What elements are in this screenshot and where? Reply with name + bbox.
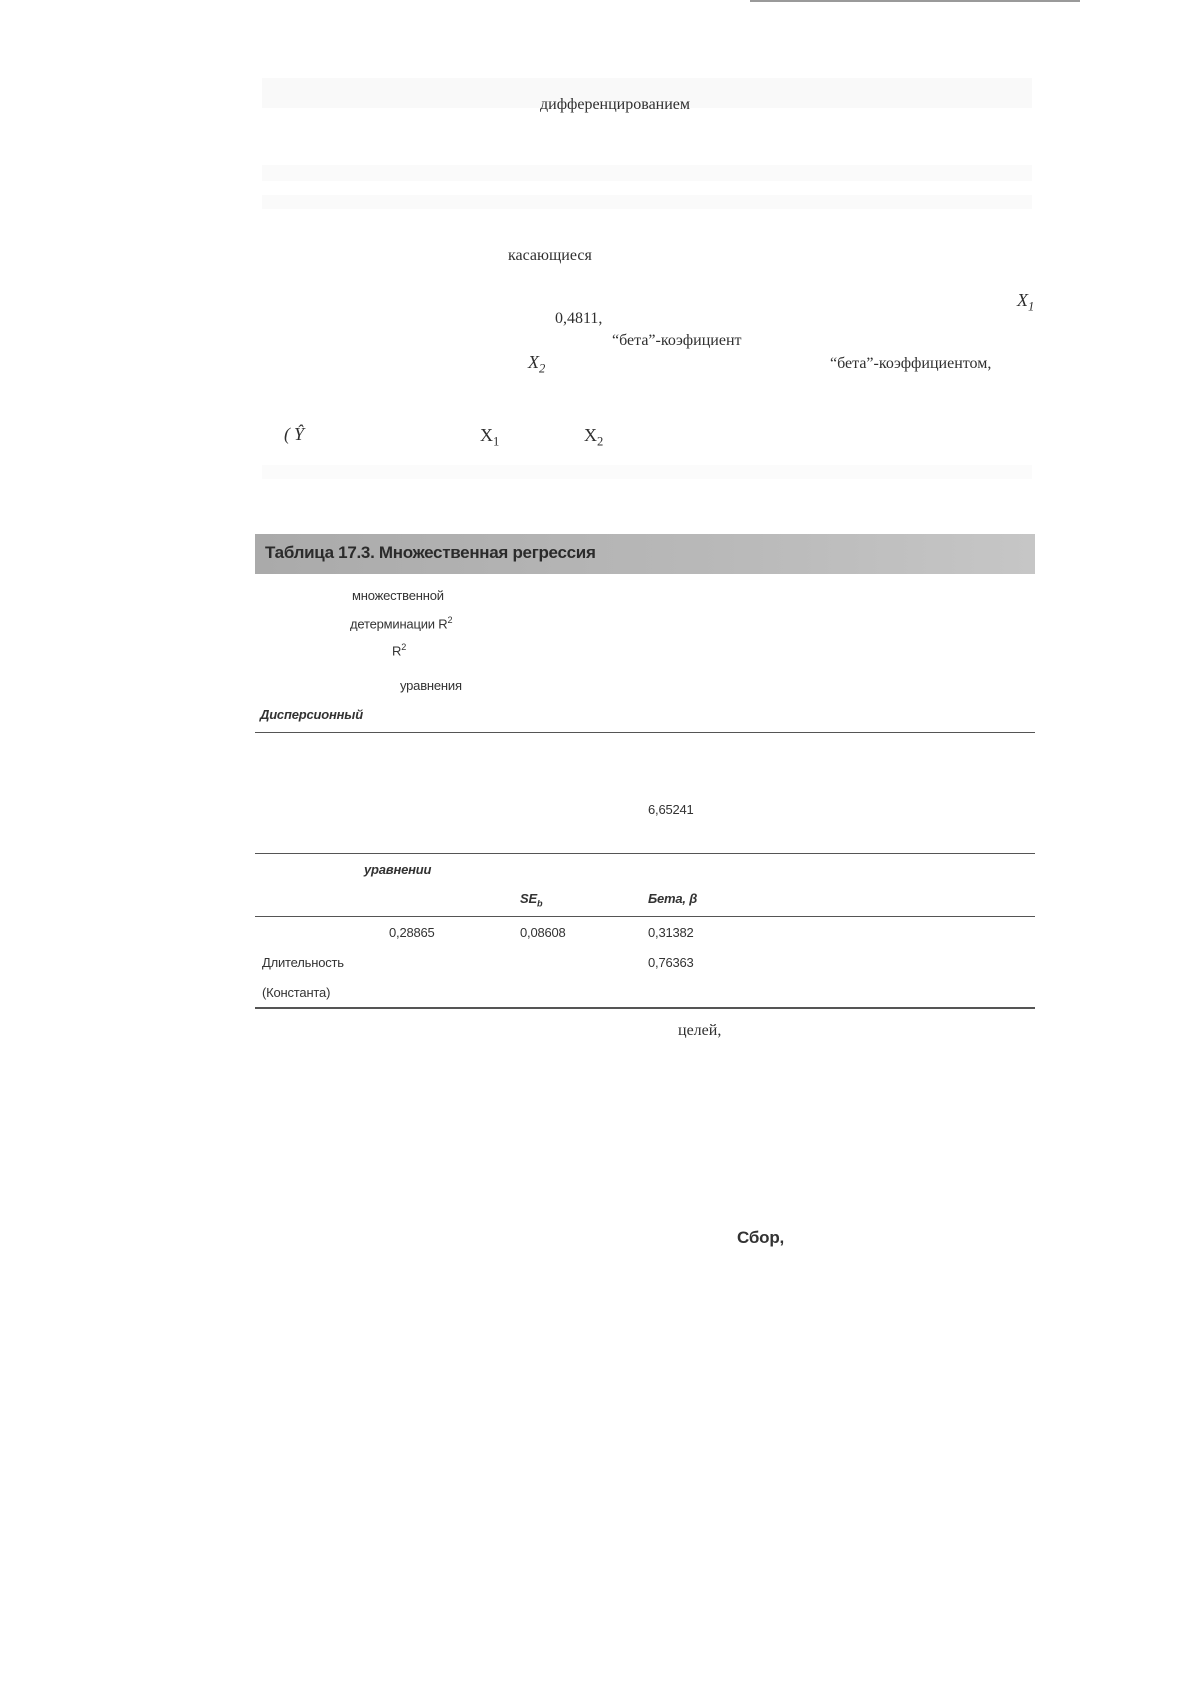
- text-paren-yhat: ( Ŷ: [284, 424, 305, 444]
- coef-section-label: уравнении: [364, 862, 432, 877]
- summary-determination: детерминации $R^2$: [350, 615, 453, 632]
- row1-beta: 0,31382: [648, 925, 694, 940]
- var-X1: $X_1$: [480, 425, 500, 449]
- scan-ghost: [262, 165, 1032, 181]
- text-beta-coef: “бета”-коэфициент: [612, 332, 742, 349]
- row1-b: 0,28865: [389, 925, 435, 940]
- coef-rule-header: [255, 916, 1035, 917]
- summary-r2: $R^2$: [392, 642, 407, 659]
- scan-edge-line: [750, 0, 1080, 2]
- summary-multiple: множественной: [352, 588, 444, 603]
- table-title: Таблица 17.3. Множественная регрессия: [265, 543, 596, 562]
- text-touching: касающиеся: [508, 247, 592, 264]
- text-collection: Сбор,: [737, 1228, 785, 1247]
- var-X2: $X_2$: [584, 425, 604, 449]
- text-beta-coef-long: “бета”-коэффициентом,: [830, 355, 992, 372]
- table-title-bar: [255, 534, 1035, 574]
- text-goals: целей,: [678, 1022, 722, 1039]
- scan-ghost: [262, 195, 1032, 209]
- col-header-beta: Бета, β: [648, 891, 698, 906]
- anova-label: Дисперсионный: [260, 707, 363, 722]
- summary-equation: уравнения: [400, 678, 462, 693]
- row3-label: (Константа): [262, 985, 331, 1000]
- text-value: 0,4811,: [555, 310, 603, 327]
- coef-rule-top: [255, 853, 1035, 854]
- var-x2: $X_2$: [528, 352, 546, 376]
- text-differentiation: дифференцированием: [540, 96, 691, 113]
- table-bottom-rule: [255, 1007, 1035, 1009]
- col-header-se: $SE_b$: [520, 891, 543, 909]
- row2-label: Длительность: [262, 955, 344, 970]
- anova-f-value: 6,65241: [648, 802, 694, 817]
- var-x1: $X_1$: [1017, 290, 1035, 314]
- anova-rule: [255, 732, 1035, 733]
- row2-beta: 0,76363: [648, 955, 694, 970]
- row1-se: 0,08608: [520, 925, 566, 940]
- scan-ghost: [262, 465, 1032, 479]
